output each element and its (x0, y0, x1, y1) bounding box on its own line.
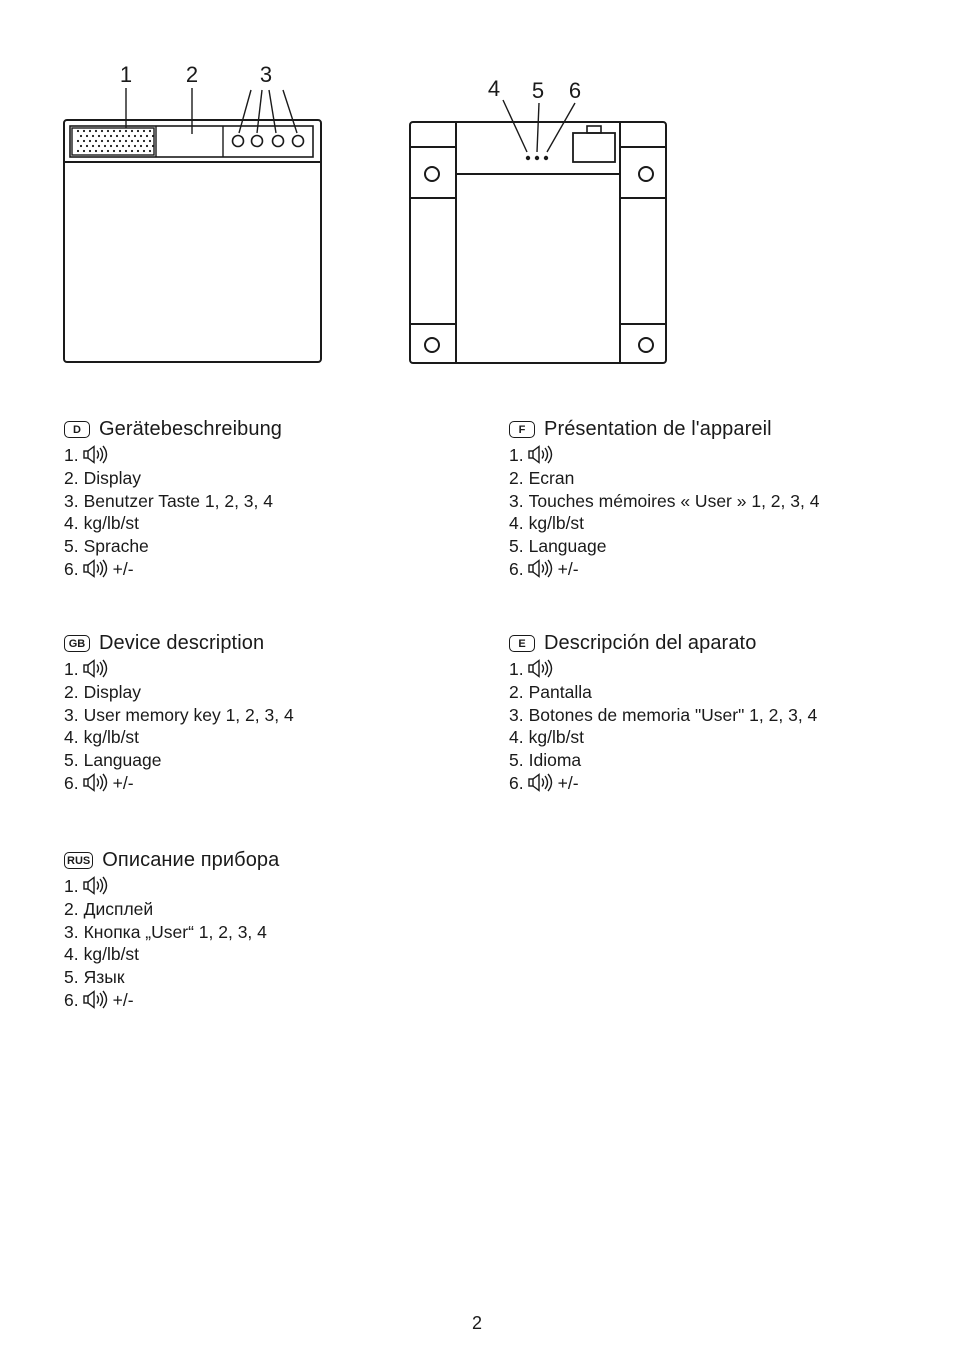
item-text: kg/lb/st (83, 944, 140, 965)
item-number: 1. (64, 876, 79, 896)
section-gb (64, 630, 484, 795)
callout-6: 6 (568, 78, 582, 103)
speaker-volume-icon (83, 876, 111, 896)
speaker-volume-icon (83, 559, 111, 579)
item-text: kg/lb/st (83, 513, 140, 534)
list-item (509, 681, 929, 704)
section-title: Gerätebeschreibung (99, 417, 283, 440)
section-header (64, 416, 484, 442)
language-badge: RUS (64, 852, 93, 869)
item-text: Benutzer Taste 1, 2, 3, 4 (83, 490, 273, 511)
language-badge: D (64, 421, 90, 438)
list-item (509, 558, 929, 581)
item-number: 1. (64, 445, 79, 465)
section-de (64, 416, 484, 581)
item-number: 1. (64, 659, 79, 679)
item-number: 4. (64, 944, 79, 965)
callout-5: 5 (531, 78, 545, 103)
item-text: Display (83, 467, 141, 488)
item-list (509, 658, 929, 795)
list-item (509, 490, 929, 513)
item-text: Дисплей (83, 898, 154, 919)
item-text: Language (83, 750, 162, 771)
section-title: Descripción del aparato (544, 631, 757, 654)
item-number: 2. (509, 681, 524, 702)
item-text: Display (83, 681, 141, 702)
language-badge: GB (64, 635, 90, 652)
item-number: 6. (64, 772, 79, 793)
item-number: 3. (64, 490, 79, 511)
item-text: Sprache (83, 536, 149, 557)
callout-1: 1 (119, 62, 133, 87)
list-item (509, 704, 929, 727)
item-text: Touches mémoires « User » 1, 2, 3, 4 (528, 490, 820, 511)
item-text: Кнопка „User“ 1, 2, 3, 4 (83, 921, 267, 942)
list-item (64, 966, 484, 989)
item-text: kg/lb/st (83, 727, 140, 748)
list-item (509, 512, 929, 535)
item-number: 5. (64, 750, 79, 771)
item-number: 5. (64, 967, 79, 988)
list-item (64, 989, 484, 1012)
item-text: +/- (112, 772, 134, 793)
item-number: 3. (509, 490, 524, 511)
item-number: 1. (509, 659, 524, 679)
item-text: +/- (557, 772, 579, 793)
list-item (509, 658, 929, 681)
item-number: 5. (64, 536, 79, 557)
list-item (64, 875, 484, 898)
device-diagram (0, 0, 954, 400)
list-item (64, 943, 484, 966)
speaker-volume-icon (528, 773, 556, 793)
list-item (64, 726, 484, 749)
item-list (64, 444, 484, 581)
list-item (64, 444, 484, 467)
section-header (509, 630, 929, 656)
item-text: User memory key 1, 2, 3, 4 (83, 704, 294, 725)
item-text: Ecran (528, 467, 575, 488)
item-number: 2. (509, 467, 524, 488)
callout-4: 4 (487, 76, 501, 101)
list-item (64, 558, 484, 581)
speaker-volume-icon (83, 990, 111, 1010)
list-item (509, 726, 929, 749)
item-number: 2. (64, 681, 79, 702)
list-item (64, 658, 484, 681)
section-es (509, 630, 929, 795)
page-number: 2 (471, 1313, 482, 1333)
list-item (64, 772, 484, 795)
item-text: Idioma (528, 750, 582, 771)
item-text: +/- (557, 558, 579, 579)
item-text: Pantalla (528, 681, 592, 702)
speaker-volume-icon (83, 773, 111, 793)
item-number: 6. (64, 989, 79, 1010)
list-item (509, 749, 929, 772)
speaker-volume-icon (528, 445, 556, 465)
item-number: 1. (509, 445, 524, 465)
item-text: +/- (112, 558, 134, 579)
item-number: 4. (64, 513, 79, 534)
language-badge: E (509, 635, 535, 652)
speaker-volume-icon (528, 559, 556, 579)
item-list (64, 658, 484, 795)
list-item (64, 512, 484, 535)
callout-2: 2 (185, 62, 199, 87)
scale-back-view (410, 100, 666, 363)
item-number: 4. (509, 513, 524, 534)
item-number: 3. (64, 704, 79, 725)
scale-front-view (64, 88, 321, 362)
list-item (509, 535, 929, 558)
list-item (509, 467, 929, 490)
item-number: 6. (509, 772, 524, 793)
list-item (509, 772, 929, 795)
item-list (64, 875, 484, 1012)
item-number: 3. (509, 704, 524, 725)
section-header (509, 416, 929, 442)
list-item (64, 921, 484, 944)
list-item (64, 704, 484, 727)
list-item (64, 535, 484, 558)
item-text: kg/lb/st (528, 513, 585, 534)
section-title: Présentation de l'appareil (544, 417, 772, 440)
callout-3: 3 (259, 62, 273, 87)
list-item (64, 749, 484, 772)
back-buttons (526, 156, 548, 160)
item-text: +/- (112, 989, 134, 1010)
section-fr (509, 416, 929, 581)
item-text: kg/lb/st (528, 727, 585, 748)
section-header (64, 630, 484, 656)
item-number: 4. (509, 727, 524, 748)
item-number: 4. (64, 727, 79, 748)
section-title: Описание прибора (102, 848, 280, 871)
item-number: 2. (64, 467, 79, 488)
list-item (64, 467, 484, 490)
language-badge: F (509, 421, 535, 438)
item-number: 6. (509, 558, 524, 579)
speaker-volume-icon (83, 445, 111, 465)
list-item (64, 490, 484, 513)
speaker-grille (77, 130, 154, 152)
item-number: 5. (509, 750, 524, 771)
item-number: 3. (64, 921, 79, 942)
item-number: 6. (64, 558, 79, 579)
list-item (64, 898, 484, 921)
item-number: 2. (64, 898, 79, 919)
list-item (64, 681, 484, 704)
list-item (509, 444, 929, 467)
section-title: Device description (99, 631, 265, 654)
speaker-volume-icon (528, 659, 556, 679)
item-text: Language (528, 536, 607, 557)
section-ru (64, 847, 484, 1012)
speaker-volume-icon (83, 659, 111, 679)
item-list (509, 444, 929, 581)
item-text: Язык (83, 967, 125, 988)
item-text: Botones de memoria "User" 1, 2, 3, 4 (528, 704, 818, 725)
item-number: 5. (509, 536, 524, 557)
section-header (64, 847, 484, 873)
